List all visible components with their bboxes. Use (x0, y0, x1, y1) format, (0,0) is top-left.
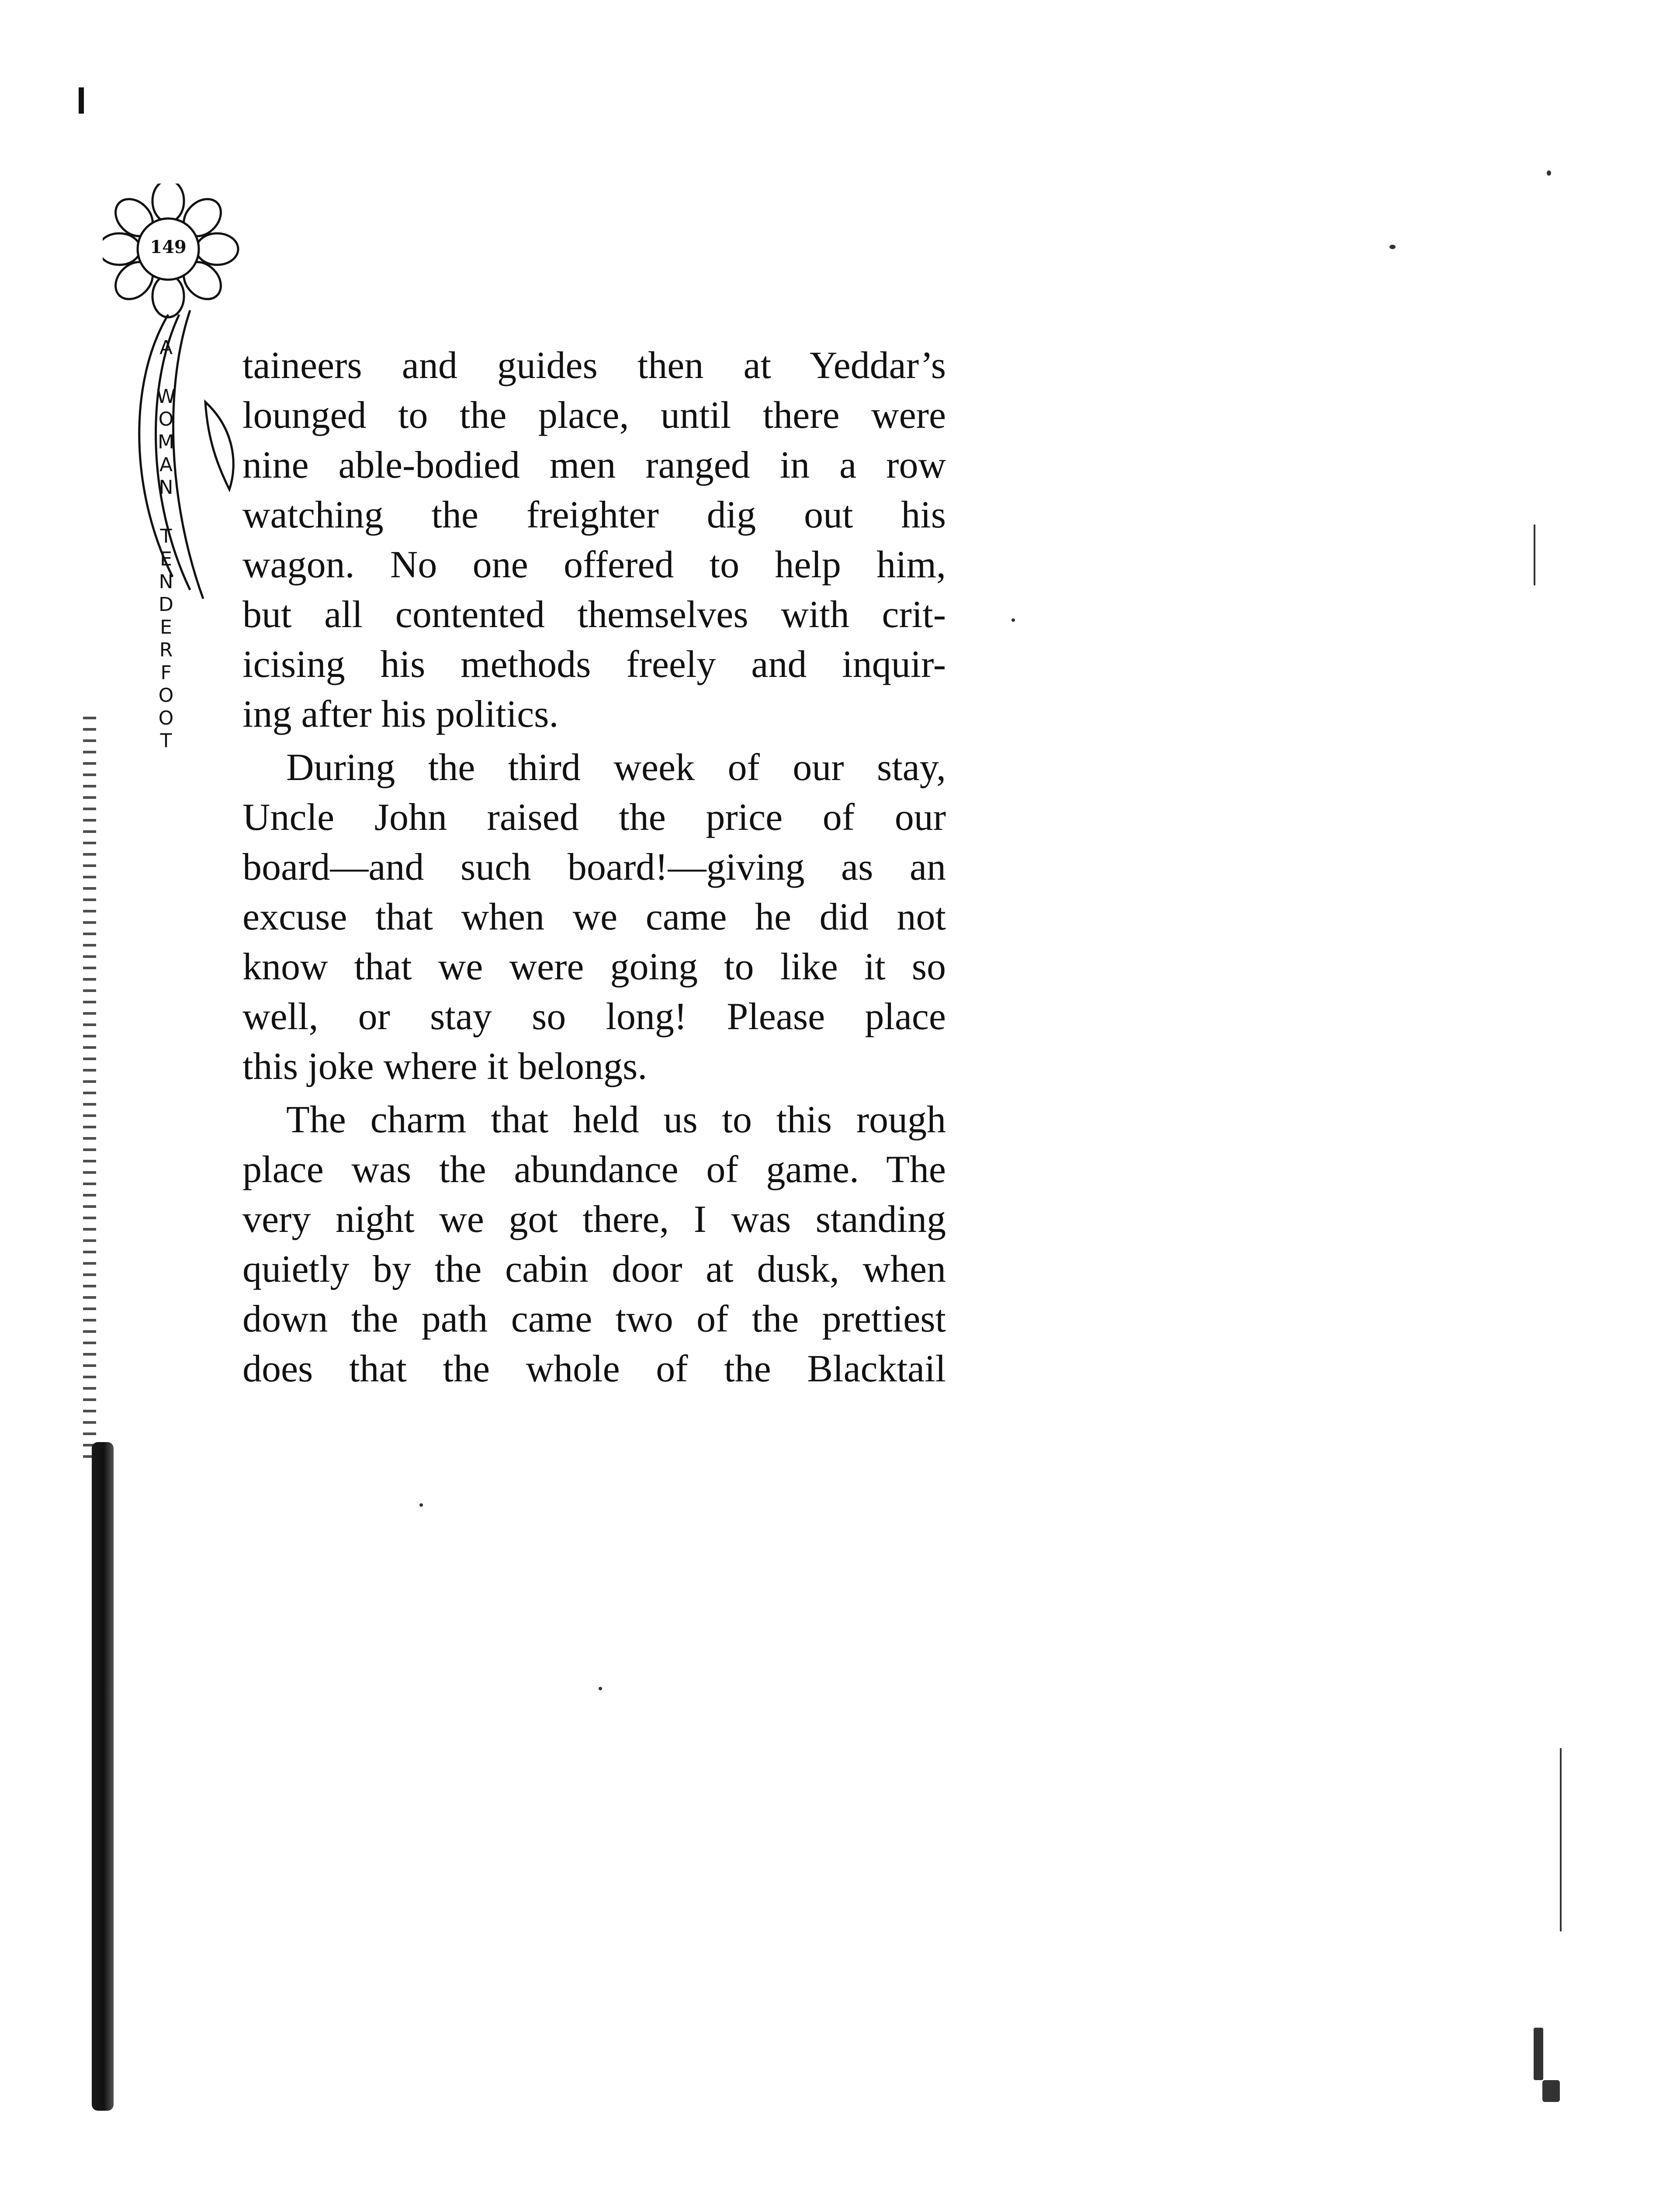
text-line: During the third week of our stay, (286, 746, 946, 789)
scan-speck (1534, 2028, 1543, 2080)
running-title-letter: A (159, 454, 173, 476)
running-title-letter: N (159, 571, 173, 593)
text-line: The charm that held us to this rough (286, 1099, 946, 1141)
running-title-word-3 (159, 525, 174, 753)
text-line: ing after his politics. (242, 693, 559, 735)
running-title-letter: A (159, 336, 173, 359)
running-title-letter: T (160, 525, 172, 548)
running-title-word-1 (159, 336, 173, 359)
scan-speck (1534, 524, 1535, 586)
text-line: know that we were going to like it so (242, 946, 946, 988)
running-title-letter: O (158, 408, 174, 430)
text-line: icising his methods freely and inquir- (242, 643, 946, 686)
running-title-letter: F (160, 662, 172, 684)
scan-speck (1547, 170, 1551, 176)
text-line: well, or stay so long! Please place (242, 995, 946, 1038)
running-title (153, 336, 179, 753)
text-line: taineers and guides then at Yeddar’s (242, 344, 946, 387)
text-line: board—and such board!—giving as an (242, 846, 946, 888)
text-line: Uncle John raised the price of our (242, 796, 946, 839)
running-title-letter: E (160, 616, 172, 638)
text-line: does that the whole of the Blacktail (242, 1348, 946, 1390)
body-text (242, 341, 946, 1394)
text-line: lounged to the place, until there were (242, 394, 946, 437)
text-line: this joke where it belongs. (242, 1045, 648, 1088)
running-title-letter: D (159, 593, 173, 616)
running-title-word-2 (156, 385, 176, 499)
text-line: place was the abundance of game. The (242, 1148, 946, 1191)
text-line: excuse that when we came he did not (242, 896, 946, 938)
binding-mark (79, 87, 84, 114)
text-line: wagon. No one offered to help him, (242, 544, 946, 586)
scan-speck (419, 1503, 423, 1507)
page-number: 149 (150, 237, 187, 257)
text-line: but all contented themselves with crit- (242, 593, 946, 636)
text-line: very night we got there, I was standing (242, 1198, 946, 1241)
running-title-letter: O (158, 707, 174, 729)
text-line: nine able-bodied men ranged in a row (242, 444, 946, 486)
running-title-letter: O (158, 684, 174, 707)
scan-speck (1542, 2080, 1560, 2102)
scan-speck (599, 1687, 602, 1690)
text-line: down the path came two of the prettiest (242, 1298, 946, 1340)
text-line: quietly by the cabin door at dusk, when (242, 1248, 946, 1290)
text-line: watching the freighter dig out his (242, 494, 946, 536)
binding-edge-dots (83, 717, 96, 1460)
running-title-letter: M (158, 431, 174, 453)
paragraph-2 (242, 743, 946, 1092)
running-title-letter: R (159, 639, 173, 661)
paragraph-1 (242, 341, 946, 739)
running-title-letter: E (160, 548, 172, 570)
running-title-letter: N (159, 476, 173, 499)
running-title-letter: W (156, 385, 176, 408)
scan-speck (1389, 245, 1396, 249)
paragraph-3 (242, 1095, 946, 1394)
scan-speck (1011, 618, 1015, 622)
binding-edge (92, 1442, 114, 2111)
running-title-letter: T (160, 730, 172, 752)
scan-speck (1560, 1748, 1562, 1932)
